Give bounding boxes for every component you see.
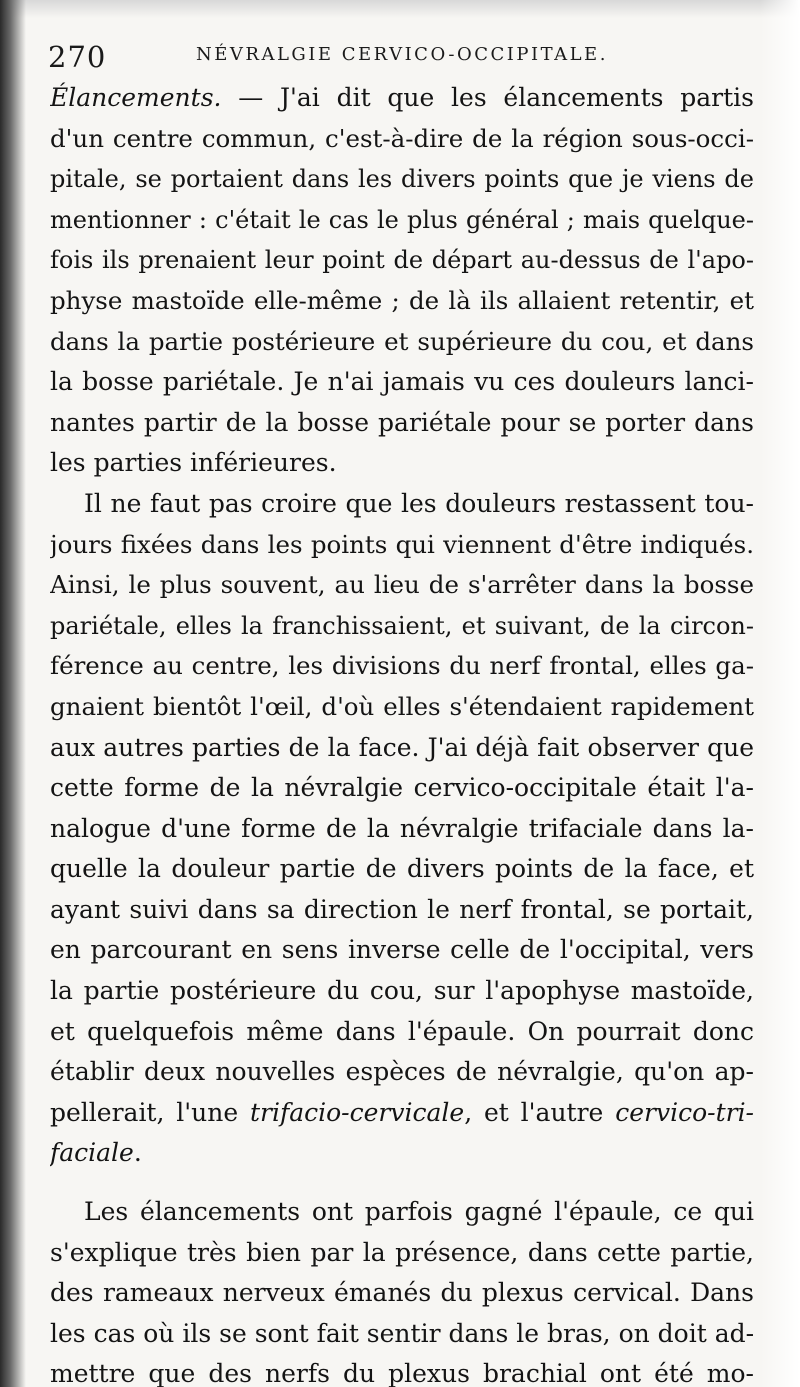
italic-term: faciale bbox=[50, 1138, 134, 1168]
italic-term: cervico-tri- bbox=[615, 1097, 754, 1127]
text-line: jours fixées dans les points qui viennent d'être indiqués. bbox=[50, 529, 754, 559]
text-line: Les élancements ont parfois gagné l'épaule, ce qui bbox=[84, 1197, 754, 1227]
text-line: ayant suivi dans sa direction le nerf frontal, se portait, bbox=[50, 894, 754, 924]
text-line: et quelquefois même dans l'épaule. On pourrait donc bbox=[50, 1016, 754, 1046]
text-line: d'un centre commun, c'est-à-dire de la région sous-occi- bbox=[50, 123, 754, 153]
text-line: pitale, se portaient dans les divers points que je viens de bbox=[50, 165, 754, 194]
text-line: en parcourant en sens inverse celle de l'occipital, vers bbox=[50, 935, 754, 965]
text-line: férence au centre, les divisions du nerf frontal, elles ga- bbox=[50, 651, 754, 681]
text-line: pariétale, elles la franchissaient, et suivant, de la circon- bbox=[50, 611, 754, 640]
page-header bbox=[48, 34, 748, 74]
scan-edge-left bbox=[0, 0, 26, 1387]
scan-edge-right bbox=[760, 0, 800, 1387]
italic-term: trifacio-cervicale bbox=[249, 1097, 465, 1127]
page-number: 270 bbox=[48, 40, 107, 74]
text-line: Il ne faut pas croire que les douleurs restassent tou- bbox=[84, 488, 754, 518]
text-line: gnaient bientôt l'œil, d'où elles s'étendaient rapidement bbox=[50, 691, 754, 721]
text-line: aux autres parties de la face. J'ai déjà fait observer que bbox=[50, 732, 754, 762]
scan-edge-top bbox=[0, 0, 800, 18]
text-line: la bosse pariétale. Je n'ai jamais vu ces douleurs lanci- bbox=[50, 367, 754, 397]
text-line: la partie postérieure du cou, sur l'apophyse mastoïde, bbox=[50, 976, 754, 1006]
text-line: faciale. bbox=[50, 1138, 142, 1168]
text-line: dans la partie postérieure et supérieure du cou, et dans bbox=[50, 326, 754, 356]
paragraph-gap bbox=[50, 1174, 754, 1192]
text-line: fois ils prenaient leur point de départ au-dessus de l'apo- bbox=[50, 246, 754, 275]
text-line: pellerait, l'une trifacio-cervicale, et l'autre cervico-tri- bbox=[50, 1097, 754, 1127]
text-line: physe mastoïde elle-même ; de là ils allaient retentir, et bbox=[50, 285, 754, 315]
text-line: cette forme de la névralgie cervico-occipitale était l'a- bbox=[50, 773, 754, 803]
text-line: Ainsi, le plus souvent, au lieu de s'arrêter dans la bosse bbox=[50, 570, 754, 600]
running-head: NÉVRALGIE CERVICO-OCCIPITALE. bbox=[196, 44, 608, 65]
text-line: des rameaux nerveux émanés du plexus cervical. Dans bbox=[50, 1278, 754, 1308]
text-line: s'explique très bien par la présence, dans cette partie, bbox=[50, 1237, 754, 1267]
text-line: nalogue d'une forme de la névralgie trifaciale dans la- bbox=[50, 813, 754, 843]
text-line: Élancements. — J'ai dit que les élancements partis bbox=[50, 83, 754, 112]
text-line: nantes partir de la bosse pariétale pour se porter dans bbox=[50, 407, 754, 437]
text-line: mettre que des nerfs du plexus brachial ont été mo- bbox=[50, 1359, 754, 1387]
text-line: mentionner : c'était le cas le plus général ; mais quelque- bbox=[50, 205, 754, 234]
text-line: les cas où ils se sont fait sentir dans le bras, on doit ad- bbox=[50, 1318, 754, 1348]
text-line: les parties inférieures. bbox=[50, 448, 337, 478]
body-text bbox=[50, 78, 754, 1387]
section-lead: Élancements. bbox=[50, 83, 222, 112]
text-line: établir deux nouvelles espèces de névralgie, qu'on ap- bbox=[50, 1057, 754, 1087]
text-line: quelle la douleur partie de divers points de la face, et bbox=[50, 854, 754, 884]
